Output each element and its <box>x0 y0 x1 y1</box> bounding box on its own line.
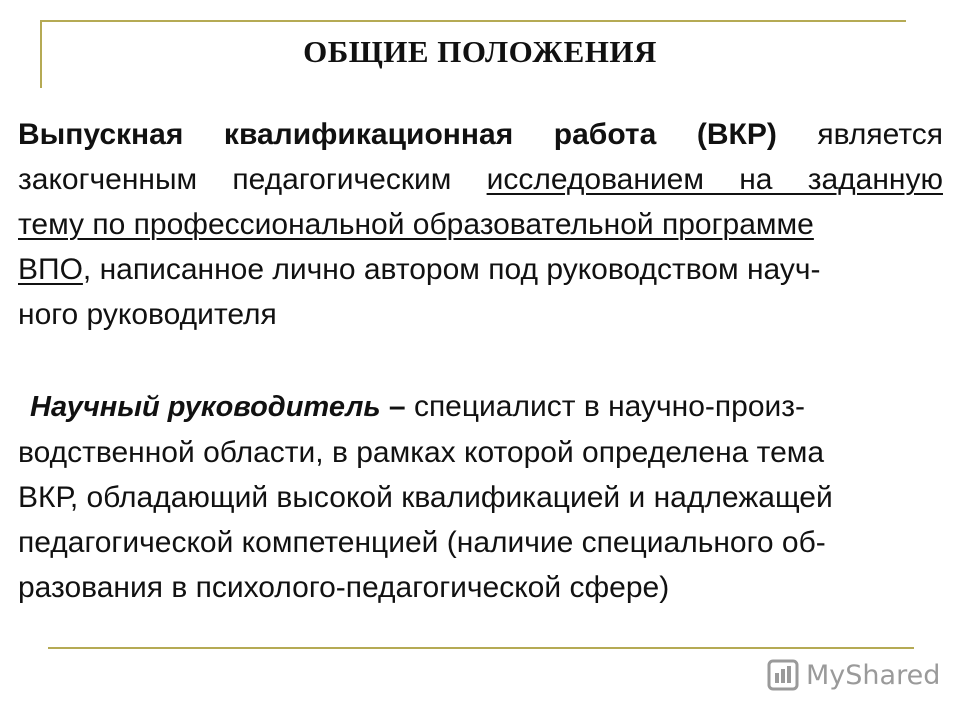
para1-underlined-2: тему по профессиональной образовательной программе <box>18 208 814 241</box>
para1-line-1 <box>18 112 943 157</box>
para1-line-4 <box>18 247 943 292</box>
myshared-logo-icon <box>766 658 800 692</box>
definition-paragraph <box>18 112 943 337</box>
para2-dash: – <box>380 390 414 423</box>
para2-line-1 <box>18 384 943 430</box>
para1-line-3 <box>18 202 943 247</box>
para1-line-1-rest: является <box>776 118 943 151</box>
para1-line-4-rest: , написанное лично автором под руководством науч- <box>82 253 821 286</box>
para2-line-2: водственной области, в рамках которой определена тема <box>18 436 825 469</box>
myshared-watermark <box>766 655 940 695</box>
slide-title: ОБЩИЕ ПОЛОЖЕНИЯ <box>303 34 657 69</box>
para1-line-2-plain: закогченным педагогическим <box>18 163 487 196</box>
top-rule <box>40 20 906 22</box>
bottom-rule <box>48 647 914 649</box>
watermark-text: MyShared <box>806 659 941 691</box>
term-vkr: Выпускная квалификационная работа (ВКР) <box>18 118 777 151</box>
para1-underlined-3: ВПО <box>18 253 83 286</box>
para2-line-5: разования в психолого-педагогической сфере) <box>18 571 670 604</box>
supervisor-paragraph <box>18 384 943 610</box>
para2-line-4: педагогической компетенцией (наличие специального об- <box>18 526 826 559</box>
para2-line-3: ВКР, обладающий высокой квалификацией и надлежащей <box>18 481 833 514</box>
para1-line-5: ного руководителя <box>18 298 277 331</box>
para1-line-2 <box>18 157 943 202</box>
para2-line-1-rest: специалист в научно-произ- <box>413 390 806 423</box>
term-supervisor: Научный руководитель <box>30 391 381 423</box>
para1-underlined-1: исследованием на заданную <box>486 163 943 196</box>
